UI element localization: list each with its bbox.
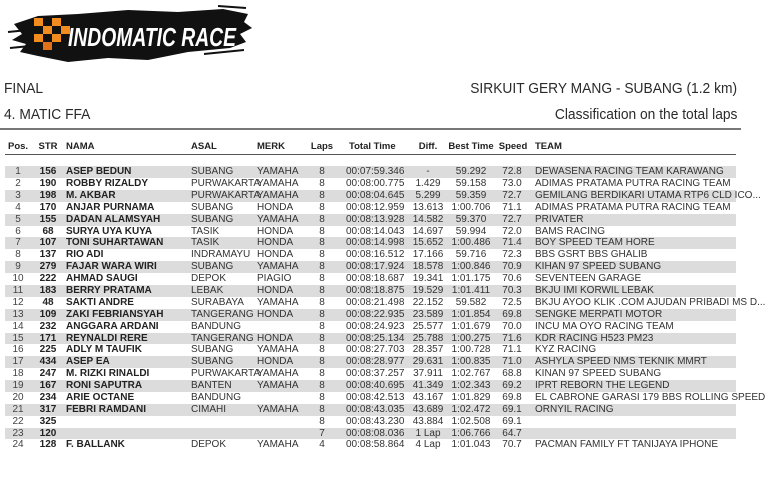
cell-position: 8 — [15, 249, 21, 261]
cell-position: 21 — [12, 403, 24, 415]
cell-gap: 4 Lap — [415, 439, 441, 451]
cell-laps: 8 — [319, 189, 325, 201]
cell-team-name: BBS GSRT BBS GHALIB — [535, 249, 648, 261]
cell-start-number: 247 — [39, 368, 57, 380]
cell-gap: 5.299 — [415, 189, 441, 201]
cell-team-name: KDR RACING H523 PM23 — [535, 332, 654, 344]
cell-best-lap: 1:00.706 — [451, 201, 491, 213]
table-row — [5, 344, 736, 356]
table-row — [5, 439, 736, 451]
cell-brand: HONDA — [257, 285, 294, 296]
cell-rider-name: FEBRI RAMDANI — [66, 403, 146, 415]
cell-speed: 71.6 — [502, 332, 522, 344]
cell-start-number: 68 — [42, 225, 54, 237]
cell-laps: 8 — [319, 285, 325, 296]
cell-start-number: 109 — [39, 308, 57, 320]
cell-speed: 68.8 — [502, 368, 522, 380]
cell-rider-name: ADLY M TAUFIK — [66, 344, 142, 356]
cell-brand: HONDA — [257, 225, 294, 237]
cell-team-name: KYZ RACING — [535, 344, 597, 356]
cell-gap: 17.166 — [412, 249, 444, 261]
cell-gap: 43.689 — [412, 403, 444, 415]
cell-origin: PURWAKARTA — [191, 189, 261, 201]
cell-total-time: 00:08:27.703 — [346, 344, 405, 356]
cell-speed: 73.0 — [502, 178, 522, 190]
cell-position: 17 — [12, 356, 24, 368]
cell-brand: YAMAHA — [257, 178, 299, 190]
cell-laps: 8 — [319, 332, 325, 344]
table-row — [5, 428, 736, 440]
cell-position: 18 — [12, 368, 24, 380]
col-diff: Diff. — [418, 141, 438, 152]
cell-start-number: 198 — [39, 189, 57, 201]
circuit-title: SIRKUIT GERY MANG - SUBANG (1.2 km) — [470, 80, 737, 97]
cell-laps: 8 — [319, 320, 325, 332]
cell-best-lap: 1:02.343 — [451, 380, 491, 392]
cell-laps: 8 — [319, 308, 325, 320]
cell-laps: 8 — [319, 178, 325, 190]
cell-total-time: 00:08:17.924 — [346, 261, 405, 273]
cell-team-name: DEWASENA RACING TEAM KARAWANG — [535, 166, 724, 178]
cell-best-lap: 59.370 — [455, 213, 487, 225]
cell-position: 13 — [12, 308, 24, 320]
cell-gap: 13.613 — [412, 201, 444, 213]
cell-rider-name: M. AKBAR — [66, 189, 116, 201]
cell-gap: 25.788 — [412, 332, 444, 344]
cell-best-lap: 59.359 — [455, 189, 487, 201]
cell-start-number: 232 — [39, 320, 57, 332]
cell-laps: 8 — [319, 273, 325, 285]
cell-laps: 7 — [319, 427, 325, 439]
cell-rider-name: ZAKI FEBRIANSYAH — [66, 308, 164, 320]
cell-position: 22 — [12, 415, 24, 427]
cell-laps: 8 — [319, 296, 325, 308]
cell-total-time: 00:08:43.035 — [346, 403, 405, 415]
cell-rider-name: REYNALDI RERE — [66, 332, 148, 344]
cell-brand: YAMAHA — [257, 189, 299, 201]
cell-total-time: 00:08:22.935 — [346, 308, 405, 320]
class-title: 4. MATIC FFA — [4, 106, 91, 123]
cell-team-name: INCU MA OYO RACING TEAM — [535, 320, 674, 332]
cell-start-number: 183 — [39, 285, 57, 296]
cell-gap: 29.631 — [412, 356, 444, 368]
cell-start-number: 325 — [39, 415, 57, 427]
cell-origin: LEBAK — [191, 285, 224, 296]
cell-position: 6 — [15, 225, 21, 237]
cell-speed: 70.6 — [502, 273, 522, 285]
cell-total-time: 00:08:14.043 — [346, 225, 405, 237]
cell-best-lap: 1:00.835 — [451, 356, 491, 368]
cell-laps: 8 — [319, 403, 325, 415]
cell-start-number: 167 — [39, 380, 57, 392]
cell-origin: PURWAKARTA — [191, 178, 261, 190]
cell-origin: SUBANG — [191, 356, 234, 368]
table-header-divider — [5, 154, 736, 155]
cell-position: 11 — [12, 285, 24, 296]
cell-brand: YAMAHA — [257, 403, 299, 415]
cell-position: 12 — [12, 296, 24, 308]
cell-gap: 19.529 — [412, 285, 444, 296]
cell-origin: INDRAMAYU — [191, 249, 251, 261]
cell-speed: 72.3 — [502, 249, 522, 261]
cell-total-time: 00:08:08.036 — [346, 427, 405, 439]
table-row — [5, 416, 736, 428]
cell-best-lap: 1:01.679 — [451, 320, 491, 332]
table-row — [5, 285, 736, 297]
table-row — [5, 309, 736, 321]
cell-position: 1 — [15, 166, 21, 178]
cell-speed: 72.0 — [502, 225, 522, 237]
cell-gap: 22.152 — [412, 296, 444, 308]
col-pos: Pos. — [8, 141, 29, 152]
header-divider — [0, 128, 741, 130]
cell-gap: 18.578 — [412, 261, 444, 273]
cell-position: 7 — [15, 237, 21, 249]
cell-speed: 72.8 — [502, 166, 522, 178]
cell-rider-name: SAKTI ANDRE — [66, 296, 134, 308]
table-row — [5, 178, 736, 190]
cell-speed: 71.4 — [502, 237, 522, 249]
cell-best-lap: 1:01.854 — [451, 308, 491, 320]
cell-laps: 4 — [319, 439, 325, 451]
cell-position: 19 — [12, 380, 24, 392]
cell-total-time: 00:08:40.695 — [346, 380, 405, 392]
cell-gap: 41.349 — [412, 380, 444, 392]
logo-text: INDOMATIC RACE — [68, 22, 237, 52]
cell-start-number: 222 — [39, 273, 57, 285]
cell-laps: 8 — [319, 368, 325, 380]
session-title: FINAL — [4, 80, 44, 97]
cell-best-lap: 59.292 — [455, 166, 487, 178]
cell-origin: CIMAHI — [191, 403, 226, 415]
cell-brand: HONDA — [257, 237, 294, 249]
col-nama: NAMA — [66, 141, 95, 152]
cell-laps: 8 — [319, 356, 325, 368]
cell-best-lap: 1:06.766 — [451, 427, 491, 439]
cell-brand: YAMAHA — [257, 296, 299, 308]
cell-gap: 23.589 — [412, 308, 444, 320]
cell-team-name: IPRT REBORN THE LEGEND — [535, 380, 670, 392]
cell-total-time: 00:08:14.998 — [346, 237, 405, 249]
cell-gap: 28.357 — [412, 344, 444, 356]
cell-rider-name: SURYA UYA KUYA — [66, 225, 153, 237]
cell-best-lap: 59.994 — [455, 225, 487, 237]
cell-best-lap: 1:01.829 — [451, 391, 491, 403]
cell-start-number: 155 — [39, 213, 57, 225]
cell-laps: 8 — [319, 249, 325, 261]
cell-position: 16 — [12, 344, 24, 356]
cell-origin: TASIK — [191, 237, 220, 249]
cell-position: 14 — [12, 320, 24, 332]
cell-total-time: 00:08:43.230 — [346, 415, 405, 427]
cell-best-lap: 1:02.767 — [451, 368, 491, 380]
cell-rider-name: F. BALLANK — [66, 439, 125, 451]
cell-team-name: KIHAN 97 SPEED SUBANG — [535, 261, 662, 273]
cell-team-name: ORNYIL RACING — [535, 403, 614, 415]
cell-position: 4 — [15, 201, 21, 213]
cell-total-time: 00:08:21.498 — [346, 296, 405, 308]
cell-start-number: 225 — [39, 344, 57, 356]
cell-origin: SUBANG — [191, 344, 234, 356]
cell-team-name: ASHYLA SPEED NMS TEKNIK MMRT — [535, 356, 707, 368]
cell-best-lap: 1:01.043 — [451, 439, 491, 451]
cell-start-number: 279 — [39, 261, 57, 273]
cell-rider-name: RIO ADI — [66, 249, 104, 261]
cell-total-time: 00:08:58.864 — [346, 439, 405, 451]
col-laps: Laps — [310, 141, 334, 152]
cell-speed: 64.7 — [502, 427, 522, 439]
cell-laps: 8 — [319, 213, 325, 225]
cell-best-lap: 1:02.508 — [451, 415, 491, 427]
cell-origin: BANDUNG — [191, 391, 242, 403]
cell-total-time: 00:08:37.257 — [346, 368, 405, 380]
cell-origin: TANGERANG — [191, 308, 254, 320]
cell-total-time: 00:08:00.775 — [346, 178, 405, 190]
cell-start-number: 190 — [39, 178, 57, 190]
cell-laps: 8 — [319, 201, 325, 213]
table-row — [5, 249, 736, 261]
cell-rider-name: FAJAR WARA WIRI — [66, 261, 157, 273]
cell-brand: HONDA — [257, 308, 294, 320]
cell-origin: SUBANG — [191, 213, 234, 225]
cell-total-time: 00:08:16.512 — [346, 249, 405, 261]
cell-brand: YAMAHA — [257, 380, 299, 392]
cell-speed: 70.9 — [502, 261, 522, 273]
cell-speed: 69.1 — [502, 415, 522, 427]
cell-rider-name: RONI SAPUTRA — [66, 380, 143, 392]
cell-speed: 71.1 — [502, 201, 522, 213]
cell-rider-name: ASEP BEDUN — [66, 166, 132, 178]
cell-brand: YAMAHA — [257, 213, 299, 225]
cell-best-lap: 1:00.486 — [451, 237, 491, 249]
cell-start-number: 128 — [39, 439, 57, 451]
cell-speed: 70.7 — [502, 439, 522, 451]
cell-best-lap: 59.716 — [455, 249, 487, 261]
cell-best-lap: 1:00.846 — [451, 261, 491, 273]
col-asal: ASAL — [191, 141, 217, 152]
cell-brand: HONDA — [257, 332, 294, 344]
cell-best-lap: 1:01.175 — [451, 273, 491, 285]
cell-gap: 37.911 — [413, 368, 443, 380]
cell-start-number: 107 — [39, 237, 57, 249]
cell-team-name: ADIMAS PRATAMA PUTRA RACING TEAM — [535, 201, 731, 213]
cell-origin: SUBANG — [191, 261, 234, 273]
cell-team-name: PRIVATER — [535, 213, 584, 225]
cell-total-time: 00:08:04.645 — [346, 189, 405, 201]
cell-laps: 8 — [319, 344, 325, 356]
col-str: STR — [38, 141, 58, 152]
cell-team-name: KINAN 97 SPEED SUBANG — [535, 368, 662, 380]
cell-total-time: 00:08:18.875 — [346, 285, 405, 296]
cell-origin: SUBANG — [191, 166, 234, 178]
cell-total-time: 00:08:25.134 — [346, 332, 405, 344]
classification-subtitle: Classification on the total laps — [554, 106, 737, 123]
cell-brand: HONDA — [257, 249, 294, 261]
cell-total-time: 00:08:12.959 — [346, 201, 405, 213]
indomatic-race-logo — [8, 4, 252, 66]
cell-origin: BANDUNG — [191, 320, 242, 332]
table-row — [5, 189, 761, 202]
logo-graphic — [8, 4, 252, 66]
cell-start-number: 120 — [39, 427, 57, 439]
cell-start-number: 156 — [39, 166, 57, 178]
table-row — [5, 321, 736, 333]
cell-total-time: 00:08:18.687 — [346, 273, 405, 285]
cell-speed: 71.0 — [502, 356, 522, 368]
cell-team-name: BKJU AYOO KLIK .COM AJUDAN PRIBADI MS D... — [535, 296, 765, 308]
cell-rider-name: TONI SUHARTAWAN — [66, 237, 164, 249]
table-row — [5, 368, 736, 380]
cell-team-name: EL CABRONE GARASI 179 BBS ROLLING SPEED — [535, 391, 765, 403]
cell-brand: HONDA — [257, 201, 294, 213]
cell-laps: 8 — [319, 415, 325, 427]
cell-best-lap: 1:00.728 — [451, 344, 491, 356]
cell-rider-name: ANJAR PURNAMA — [66, 201, 155, 213]
table-row — [5, 404, 736, 416]
col-team: TEAM — [535, 141, 562, 152]
cell-team-name: SENGKE MERPATI MOTOR — [535, 308, 663, 320]
cell-gap: 14.582 — [412, 213, 444, 225]
cell-position: 5 — [15, 213, 21, 225]
cell-rider-name: BERRY PRATAMA — [66, 285, 152, 296]
cell-team-name: ADIMAS PRATAMA PUTRA RACING TEAM — [535, 178, 731, 190]
cell-speed: 70.3 — [502, 285, 522, 296]
cell-start-number: 317 — [39, 403, 57, 415]
table-row — [5, 333, 736, 345]
table-row — [5, 214, 736, 226]
cell-total-time: 00:08:24.923 — [346, 320, 405, 332]
table-row — [5, 261, 736, 273]
cell-position: 15 — [12, 332, 24, 344]
cell-speed: 71.1 — [502, 344, 522, 356]
cell-laps: 8 — [319, 380, 325, 392]
cell-speed: 72.7 — [502, 213, 522, 225]
cell-origin: DEPOK — [191, 273, 227, 285]
cell-best-lap: 1:02.472 — [451, 403, 491, 415]
cell-position: 24 — [12, 439, 24, 451]
cell-team-name: BKJU IMI KORWIL LEBAK — [535, 285, 654, 296]
cell-start-number: 137 — [39, 249, 57, 261]
cell-brand: YAMAHA — [257, 166, 299, 178]
cell-origin: TANGERANG — [191, 332, 254, 344]
cell-origin: TASIK — [191, 225, 220, 237]
cell-best-lap: 59.582 — [455, 296, 487, 308]
table-row — [5, 296, 765, 309]
cell-speed: 70.0 — [502, 320, 522, 332]
cell-origin: DEPOK — [191, 439, 227, 451]
cell-speed: 72.5 — [502, 296, 522, 308]
cell-laps: 8 — [319, 237, 325, 249]
cell-rider-name: ROBBY RIZALDY — [66, 178, 149, 190]
cell-total-time: 00:08:13.928 — [346, 213, 405, 225]
cell-gap: 14.697 — [412, 225, 444, 237]
cell-speed: 69.8 — [502, 391, 522, 403]
col-best-time: Best Time — [448, 141, 494, 152]
cell-laps: 8 — [319, 261, 325, 273]
cell-team-name: BAMS RACING — [535, 225, 606, 237]
cell-gap: 15.652 — [412, 237, 444, 249]
cell-position: 9 — [15, 261, 21, 273]
table-row — [5, 166, 736, 178]
cell-origin: SUBANG — [191, 201, 234, 213]
cell-speed: 69.8 — [502, 308, 522, 320]
table-header — [5, 141, 736, 153]
cell-rider-name: AHMAD SAUGI — [66, 273, 138, 285]
cell-speed: 72.7 — [502, 189, 522, 201]
cell-team-name: GEMILANG BERDIKARI UTAMA RTP6 CLD ICO... — [535, 189, 761, 201]
cell-start-number: 48 — [42, 296, 54, 308]
cell-gap: 25.577 — [412, 320, 444, 332]
cell-best-lap: 1:00.275 — [451, 332, 491, 344]
cell-start-number: 171 — [39, 332, 57, 344]
cell-rider-name: ARIE OCTANE — [66, 391, 135, 403]
cell-team-name: PACMAN FAMILY FT TANIJAYA IPHONE — [535, 439, 719, 451]
table-row — [5, 391, 765, 404]
cell-gap: 43.884 — [412, 415, 444, 427]
cell-origin: SURABAYA — [191, 296, 244, 308]
cell-team-name: SEVENTEEN GARAGE — [535, 273, 642, 285]
cell-gap: 1 Lap — [415, 427, 441, 439]
table-row — [5, 380, 736, 392]
col-speed: Speed — [498, 141, 528, 152]
col-total-time: Total Time — [349, 141, 396, 152]
cell-position: 2 — [15, 178, 21, 190]
cell-position: 10 — [12, 273, 24, 285]
cell-total-time: 00:08:28.977 — [346, 356, 405, 368]
col-merk: MERK — [257, 141, 285, 152]
cell-position: 20 — [12, 391, 24, 403]
cell-total-time: 00:08:42.513 — [346, 391, 405, 403]
cell-rider-name: ASEP EA — [66, 356, 110, 368]
cell-brand: YAMAHA — [257, 261, 299, 273]
cell-rider-name: DADAN ALAMSYAH — [66, 213, 161, 225]
cell-start-number: 434 — [39, 356, 57, 368]
table-row — [5, 202, 736, 214]
cell-start-number: 170 — [39, 201, 57, 213]
cell-gap: 43.167 — [412, 391, 444, 403]
table-row — [5, 237, 736, 249]
cell-team-name: BOY SPEED TEAM HORE — [535, 237, 655, 249]
table-row — [5, 273, 736, 285]
cell-brand: PIAGIO — [257, 273, 292, 285]
cell-origin: PURWAKARTA — [191, 368, 261, 380]
cell-best-lap: 59.158 — [455, 178, 487, 190]
cell-gap: - — [426, 166, 430, 178]
cell-start-number: 234 — [39, 391, 57, 403]
cell-total-time: 00:07:59.346 — [346, 166, 405, 178]
cell-rider-name: ANGGARA ARDANI — [66, 320, 159, 332]
cell-gap: 1.429 — [415, 178, 441, 190]
cell-brand: YAMAHA — [257, 368, 299, 380]
cell-brand: YAMAHA — [257, 439, 299, 451]
cell-origin: BANTEN — [191, 380, 232, 392]
cell-gap: 19.341 — [412, 273, 444, 285]
cell-rider-name: M. RIZKI RINALDI — [66, 368, 150, 380]
cell-laps: 8 — [319, 225, 325, 237]
cell-best-lap: 1:01.411 — [451, 285, 491, 296]
cell-laps: 8 — [319, 391, 325, 403]
cell-brand: HONDA — [257, 356, 294, 368]
cell-position: 23 — [12, 427, 24, 439]
cell-speed: 69.1 — [502, 403, 522, 415]
cell-brand: YAMAHA — [257, 344, 299, 356]
cell-laps: 8 — [319, 166, 325, 178]
cell-speed: 69.2 — [502, 380, 522, 392]
table-row — [5, 226, 736, 238]
cell-position: 3 — [15, 189, 21, 201]
table-row — [5, 356, 736, 368]
